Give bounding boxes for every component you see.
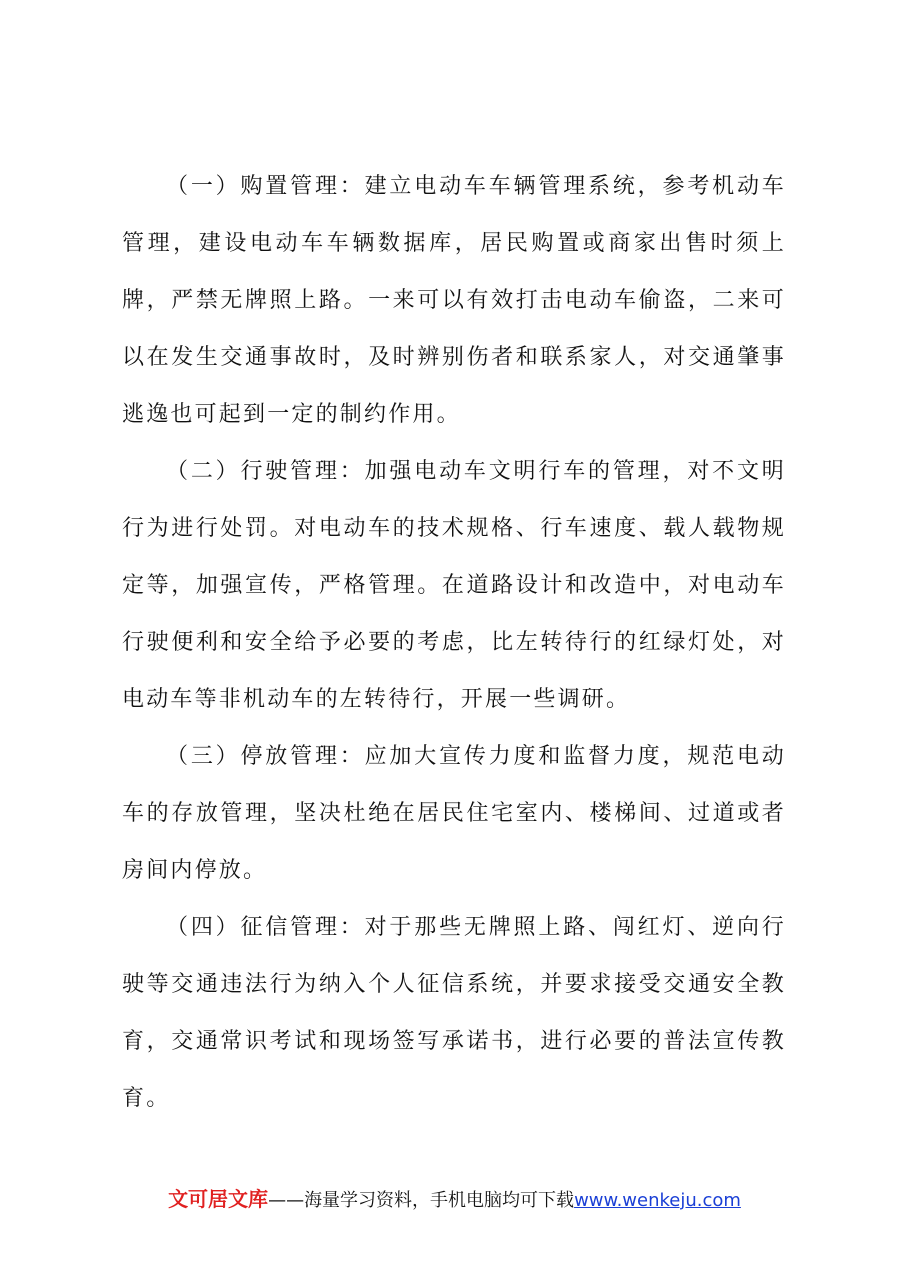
document-body [122,158,786,1127]
page-footer [0,1183,909,1212]
paragraph-driving-management: （二）行驶管理：加强电动车文明行车的管理，对不文明行为进行处罚。对电动车的技术规格、行车速度、载人载物规定等，加强宣传，严格管理。在道路设计和改造中，对电动车行驶便利和安全给予必要的考虑，比左转待行的红绿灯处，对电动车等非机动车的左转待行，开展一些调研。 [122,459,786,712]
paragraph-purchase-management: （一）购置管理：建立电动车车辆管理系统，参考机动车管理，建设电动车车辆数据库，居民购置或商家出售时须上牌，严禁无牌照上路。一来可以有效打击电动车偷盗，二来可以在发生交通事故时，及时辨别伤者和联系家人，对交通肇事逃逸也可起到一定的制约作用。 [122,174,786,427]
paragraph-parking-management: （三）停放管理：应加大宣传力度和监督力度，规范电动车的存放管理，坚决杜绝在居民住宅室内、楼梯间、过道或者房间内停放。 [122,744,786,883]
footer-brand: 文可居文库 [168,1187,269,1211]
paragraph-credit-management: （四）征信管理：对于那些无牌照上路、闯红灯、逆向行驶等交通违法行为纳入个人征信系统，并要求接受交通安全教育，交通常识考试和现场签写承诺书，进行必要的普法宣传教育。 [122,915,786,1111]
footer-slogan: ——海量学习资料，手机电脑均可下载 [268,1190,575,1211]
footer-url-link[interactable]: www.wenkeju.com [574,1190,741,1211]
